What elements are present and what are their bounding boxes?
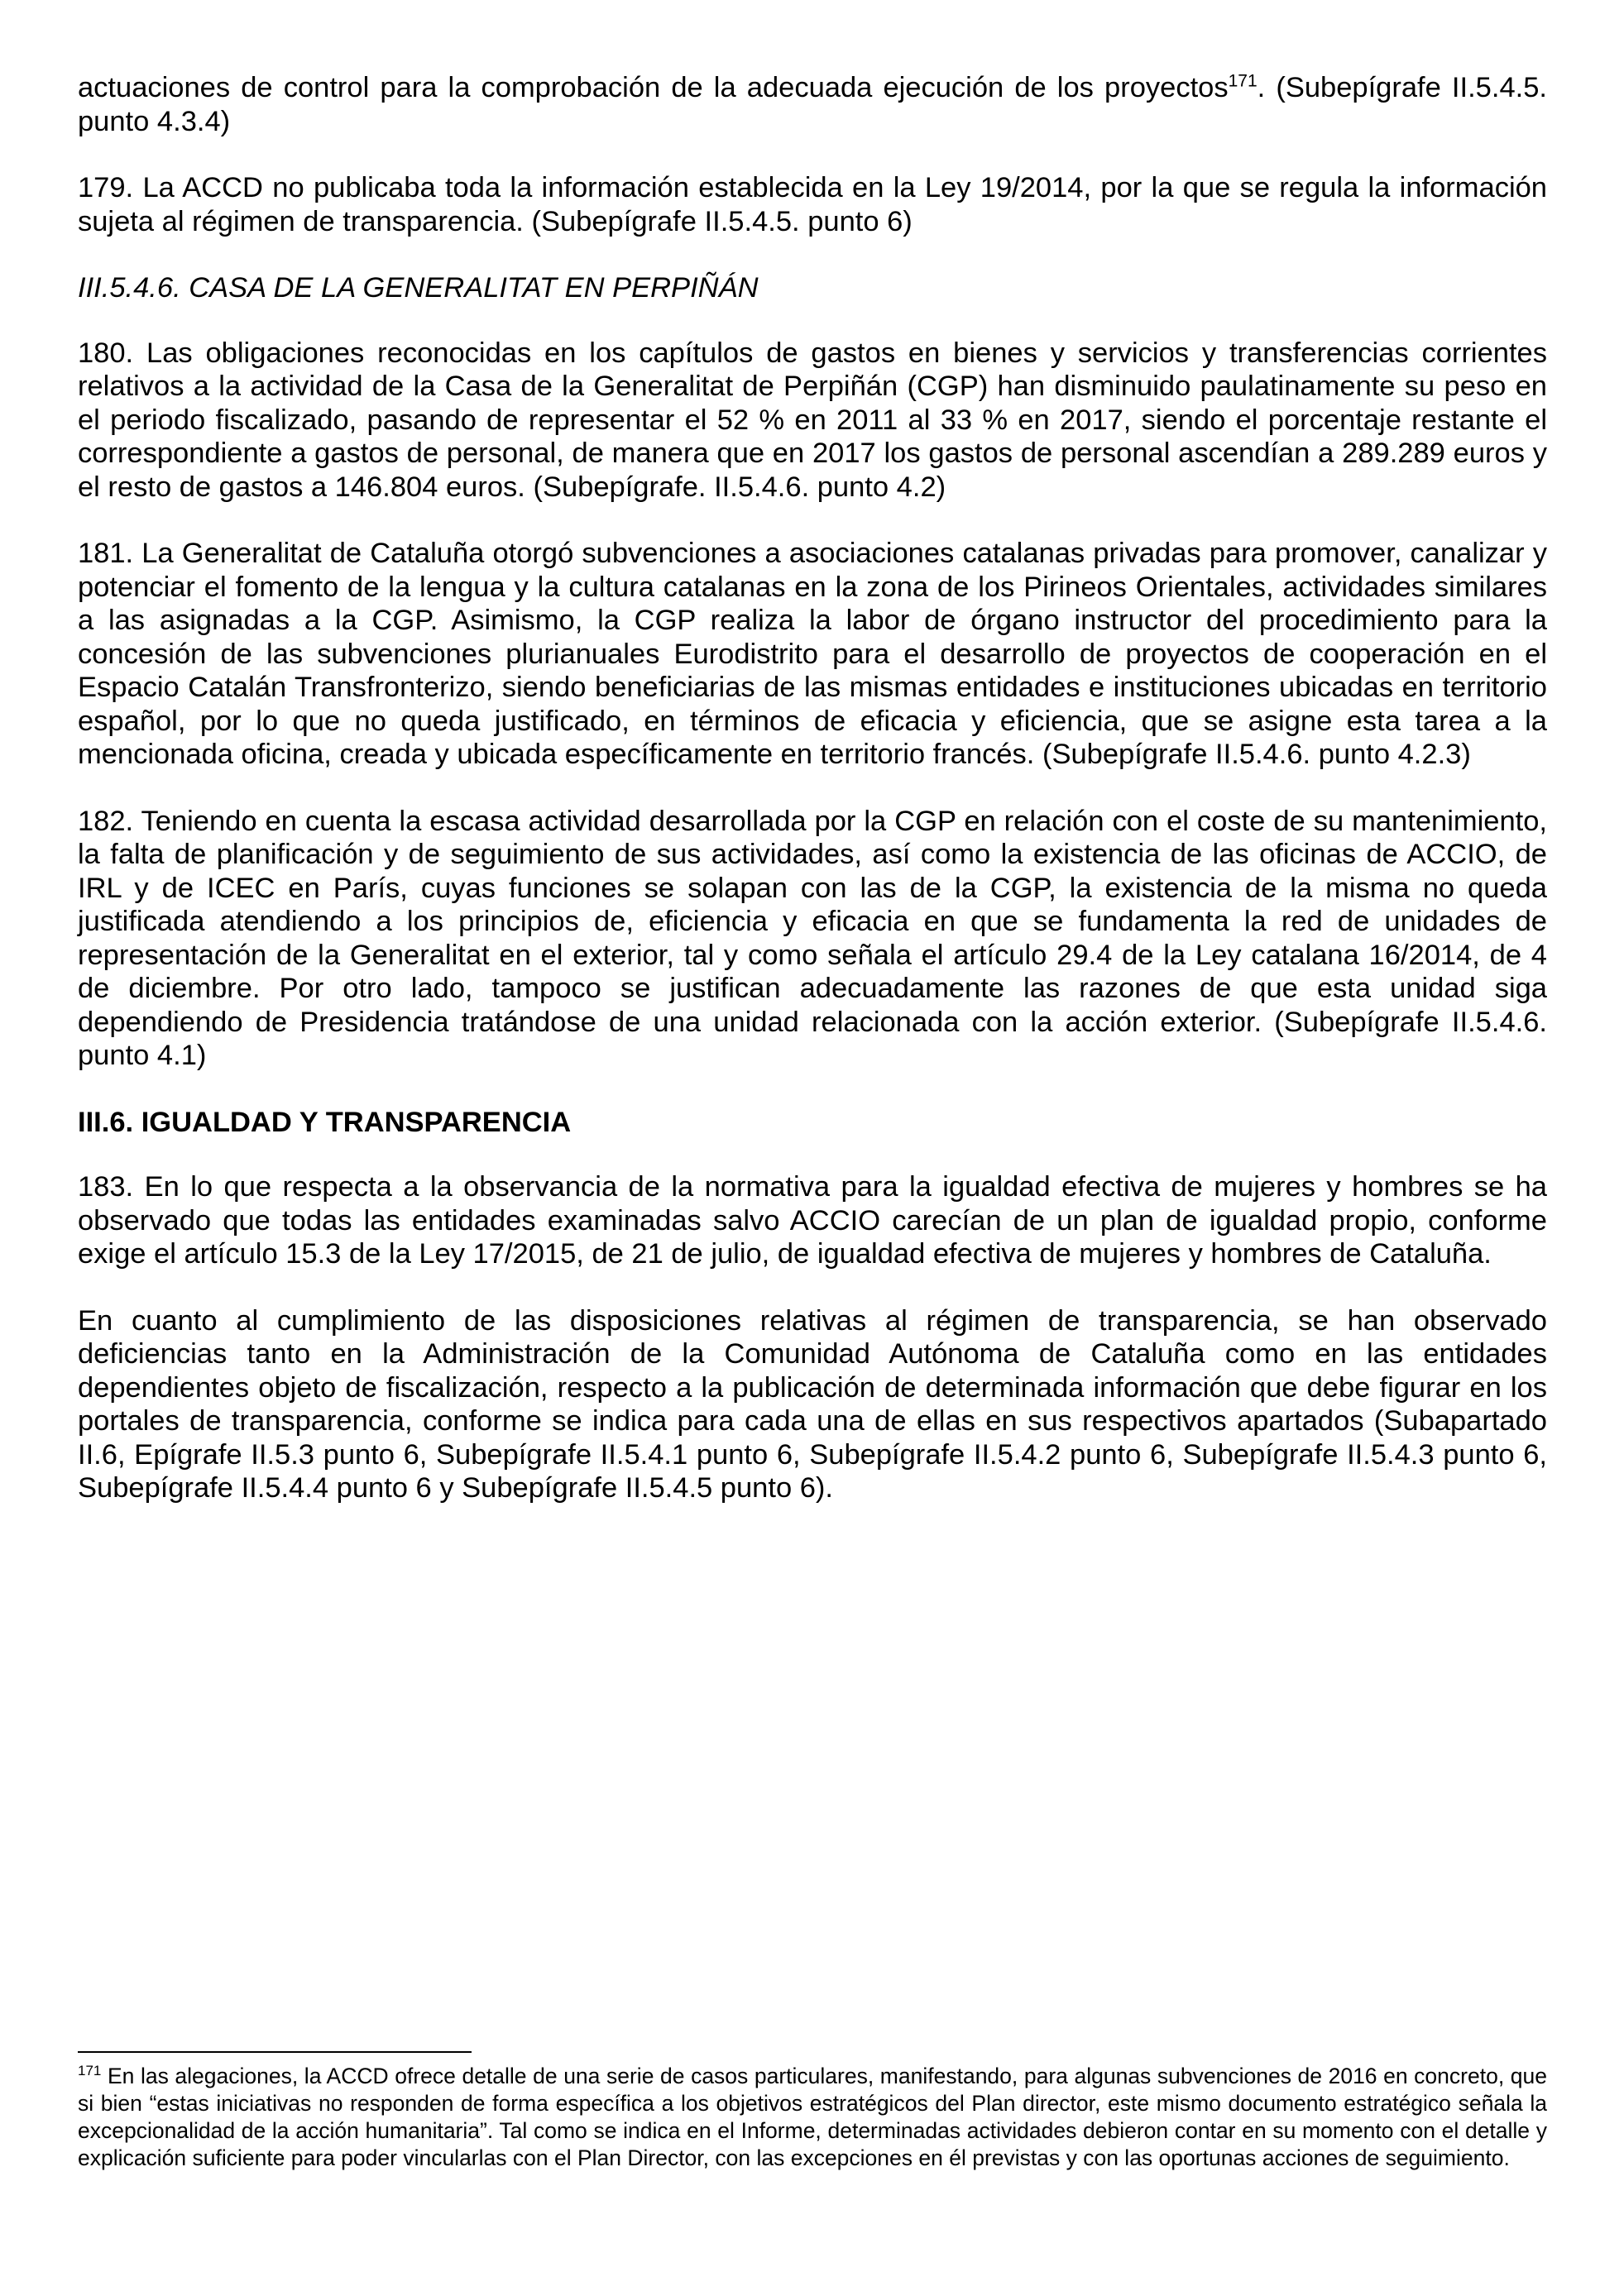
footnote-number: 171 (78, 2063, 102, 2079)
footnote-171 (78, 2063, 1547, 2172)
paragraph-180: 180. Las obligaciones reconocidas en los capítulos de gastos en bienes y servicios y transferencias corrientes relativos a la actividad de la Casa de la Generalitat de Perpiñán (CGP) han disminuido paulatinamente su peso en el periodo fiscalizado, pasando de representar el 52 % en 2011 al 33 % en 2017, siendo el porcentaje restante el correspondiente a gastos de personal, de manera que en 2017 los gastos de personal ascendían a 289.289 euros y el resto de gastos a 146.804 euros. (Subepígrafe. II.5.4.6. punto 4.2) (78, 337, 1547, 503)
paragraph-181: 181. La Generalitat de Cataluña otorgó subvenciones a asociaciones catalanas privadas para promover, canalizar y potenciar el fomento de la lengua y la cultura catalanas en la zona de los Pirineos Orientales, actividades similares a las asignadas a la CGP. Asimismo, la CGP realiza la labor de órgano instructor del procedimiento para la concesión de las subvenciones plurianuales Eurodistrito para el desarrollo de proyectos de cooperación en el Espacio Catalán Transfronterizo, siendo beneficiarias de las mismas entidades e instituciones ubicadas en territorio español, por lo que no queda justificado, en términos de eficacia y eficiencia, que se asigne esta tarea a la mencionada oficina, creada y ubicada específicamente en territorio francés. (Subepígrafe II.5.4.6. punto 4.2.3) (78, 538, 1547, 770)
paragraph-intro (78, 71, 1547, 138)
paragraph-183-transparency: En cuanto al cumplimiento de las disposiciones relativas al régimen de transparencia, se han observado deficiencias tanto en la Administración de la Comunidad Autónoma de Cataluña como en las entidades dependientes objeto de fiscalización, respecto a la publicación de determinada información que debe figurar en los portales de transparencia, conforme se indica para cada una de ellas en sus respectivos apartados (Subapartado II.6, Epígrafe II.5.3 punto 6, Subepígrafe II.5.4.1 punto 6, Subepígrafe II.5.4.2 punto 6, Subepígrafe II.5.4.3 punto 6, Subepígrafe II.5.4.4 punto 6 y Subepígrafe II.5.4.5 punto 6). (78, 1304, 1547, 1504)
section-heading-iii-5-4-6: III.5.4.6. CASA DE LA GENERALITAT EN PERPIÑÁN (78, 272, 759, 304)
footnote-reference: 171 (1228, 71, 1258, 91)
paragraph-intro-text-b: . (Subepígrafe II.5.4.5. punto 4.3.4) (78, 72, 1547, 137)
paragraph-183: 183. En lo que respecta a la observancia de la normativa para la igualdad efectiva de mujeres y hombres se ha observado que todas las entidades examinadas salvo ACCIO carecían de un plan de igualdad propio, conforme exige el artículo 15.3 de la Ley 17/2015, de 21 de julio, de igualdad efectiva de mujeres y hombres de Cataluña. (78, 1171, 1547, 1270)
section-heading-iii-6: III.6. IGUALDAD Y TRANSPARENCIA (78, 1106, 572, 1138)
footnote-text: En las alegaciones, la ACCD ofrece detalle de una serie de casos particulares, manifestando, para algunas subvenciones de 2016 en concreto, que si bien “estas iniciativas no responden de forma específica a los objetivos estratégicos del Plan director, este mismo documento estratégico señala la excepcionalidad de la acción humanitaria”. Tal como se indica en el Informe, determinadas actividades debieron contar en su momento con el detalle y explicación suficiente para poder vincularlas con el Plan Director, con las excepciones en él previstas y con las oportunas acciones de seguimiento. (78, 2064, 1547, 2170)
paragraph-intro-text-a: actuaciones de control para la comprobación de la adecuada ejecución de los proyectos (78, 72, 1229, 103)
document-body (78, 71, 1547, 1538)
paragraph-182: 182. Teniendo en cuenta la escasa actividad desarrollada por la CGP en relación con el coste de su mantenimiento, la falta de planificación y de seguimiento de sus actividades, así como la existencia de las oficinas de ACCIO, de IRL y de ICEC en París, cuyas funciones se solapan con las de la CGP, la existencia de la misma no queda justificada atendiendo a los principios de, eficiencia y eficacia en que se fundamenta la red de unidades de representación de la Generalitat en el exterior, tal y como señala el artículo 29.4 de la Ley catalana 16/2014, de 4 de diciembre. Por otro lado, tampoco se justifican adecuadamente las razones de que esta unidad siga dependiendo de Presidencia tratándose de una unidad relacionada con la acción exterior. (Subepígrafe II.5.4.6. punto 4.1) (78, 805, 1547, 1071)
paragraph-179: 179. La ACCD no publicaba toda la información establecida en la Ley 19/2014, por la que se regula la información sujeta al régimen de transparencia. (Subepígrafe II.5.4.5. punto 6) (78, 172, 1547, 237)
footnote-separator (78, 2051, 472, 2053)
